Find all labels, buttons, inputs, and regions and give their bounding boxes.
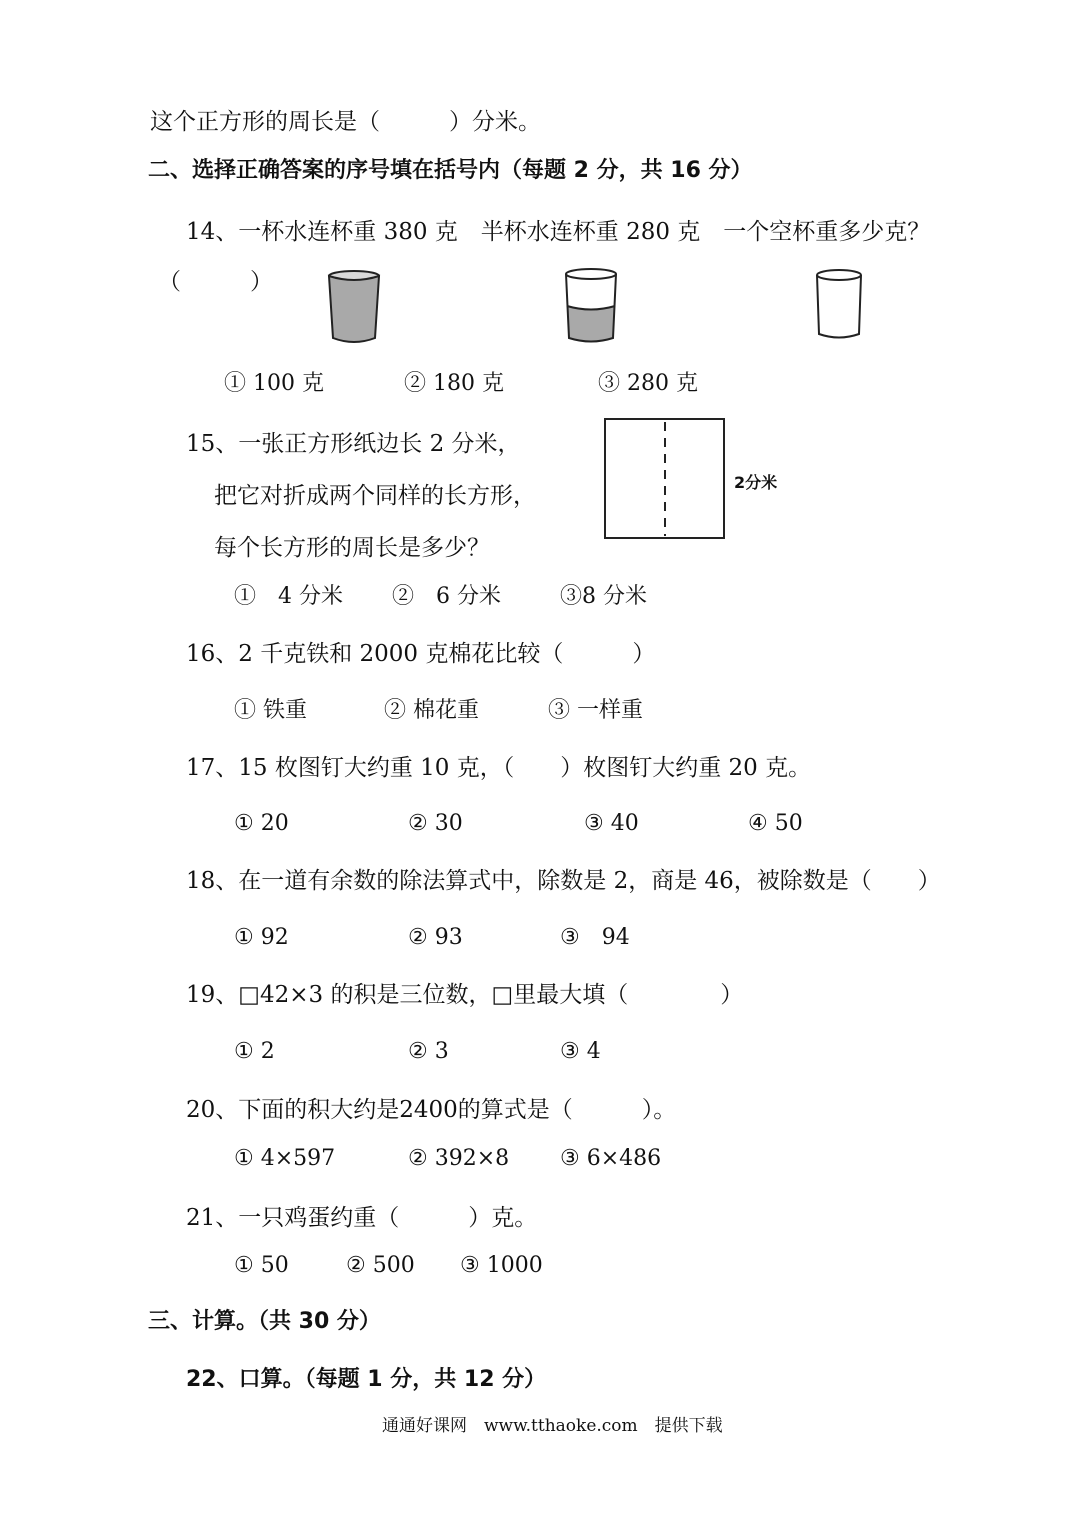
q21-option-1[interactable]: ① 50 (234, 1253, 289, 1278)
q17-option-4[interactable]: ④ 50 (748, 811, 803, 836)
q16-option-1[interactable]: ① 铁重 (234, 698, 307, 723)
q18-option-3[interactable]: ③ 94 (560, 925, 630, 950)
q16-text: 16、2 千克铁和 2000 克棉花比较（ ） (186, 641, 656, 667)
q22-title: 22、口算。（每题 1 分，共 12 分） (186, 1367, 547, 1392)
footer-source: 通通好课网 www.tthaoke.com 提供下载 (382, 1416, 723, 1436)
q19-option-1[interactable]: ① 2 (234, 1039, 275, 1064)
q15-line1: 15、一张正方形纸边长 2 分米， (186, 431, 521, 457)
q19-option-2[interactable]: ② 3 (408, 1039, 449, 1064)
q15-option-2[interactable]: ② 6 分米 (392, 584, 501, 609)
full-cup-image (326, 268, 382, 346)
empty-cup-image (814, 268, 864, 342)
q17-option-1[interactable]: ① 20 (234, 811, 289, 836)
q20-option-2[interactable]: ② 392×8 (408, 1146, 510, 1171)
q14-option-1[interactable]: ① 100 克 (224, 371, 324, 396)
q17-option-3[interactable]: ③ 40 (584, 811, 639, 836)
q14-answer-blank[interactable]: （ ） (158, 269, 273, 295)
q15-option-1[interactable]: ① 4 分米 (234, 584, 343, 609)
q15-line2: 把它对折成两个同样的长方形， (214, 483, 536, 509)
q19-text: 19、□42×3 的积是三位数，□里最大填（ ） (186, 982, 744, 1008)
q14-option-3[interactable]: ③ 280 克 (598, 371, 698, 396)
q17-text: 17、15 枚图钉大约重 10 克，（ ）枚图钉大约重 20 克。 (186, 755, 812, 781)
q17-option-2[interactable]: ② 30 (408, 811, 463, 836)
section3-title: 三、计算。（共 30 分） (148, 1309, 381, 1334)
section2-title: 二、选择正确答案的序号填在括号内（每题 2 分，共 16 分） (148, 158, 753, 183)
folded-square-figure (604, 418, 726, 540)
q15-option-3[interactable]: ③8 分米 (560, 584, 647, 609)
q20-text: 20、下面的积大约是2400的算式是（ ）。 (186, 1097, 677, 1123)
q18-option-2[interactable]: ② 93 (408, 925, 463, 950)
q14-option-2[interactable]: ② 180 克 (404, 371, 504, 396)
q16-option-3[interactable]: ③ 一样重 (548, 698, 643, 723)
q13-tail-text: 这个正方形的周长是（ ）分米。 (150, 109, 541, 135)
q15-line3: 每个长方形的周长是多少？ (214, 535, 490, 561)
q19-option-3[interactable]: ③ 4 (560, 1039, 601, 1064)
q18-text: 18、在一道有余数的除法算式中，除数是 2，商是 46，被除数是（ ） (186, 868, 941, 894)
q21-option-3[interactable]: ③ 1000 (460, 1253, 543, 1278)
q20-option-1[interactable]: ① 4×597 (234, 1146, 336, 1171)
q21-text: 21、一只鸡蛋约重（ ）克。 (186, 1205, 538, 1231)
q21-option-2[interactable]: ② 500 (346, 1253, 415, 1278)
q15-figure-label: 2分米 (734, 473, 778, 492)
q20-option-3[interactable]: ③ 6×486 (560, 1146, 662, 1171)
q18-option-1[interactable]: ① 92 (234, 925, 289, 950)
q14-text: 14、一杯水连杯重 380 克 半杯水连杯重 280 克 一个空杯重多少克？ (186, 219, 931, 245)
half-cup-image (562, 266, 620, 346)
q16-option-2[interactable]: ② 棉花重 (384, 698, 479, 723)
